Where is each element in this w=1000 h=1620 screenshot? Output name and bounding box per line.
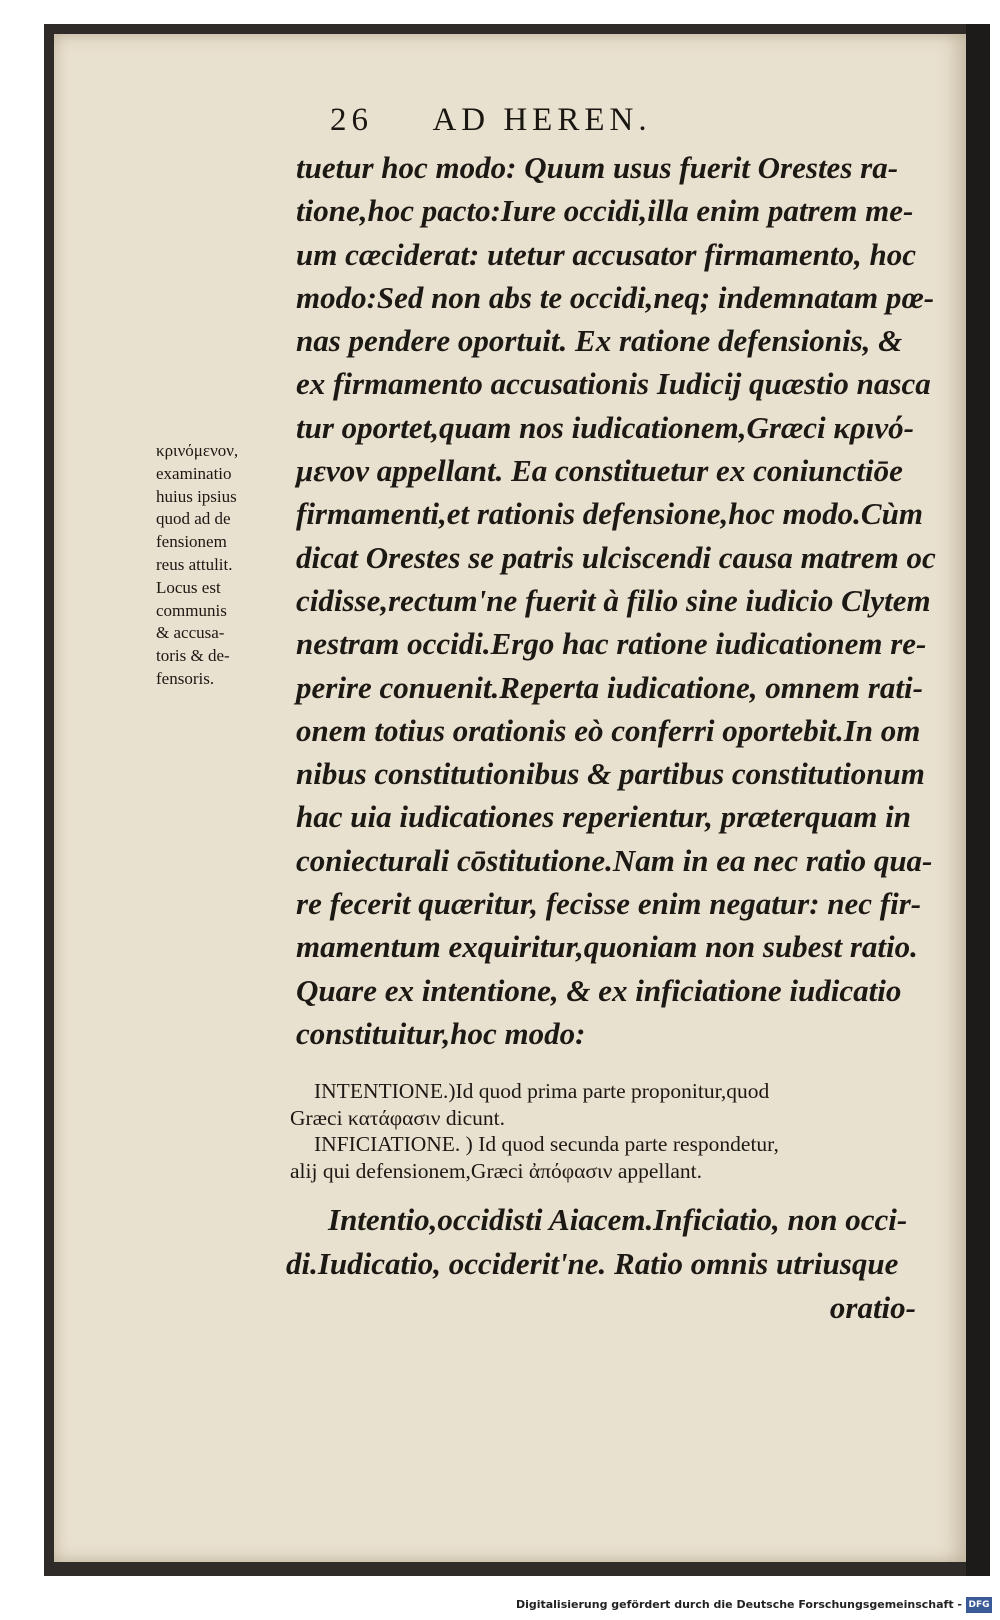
text-line: di.Iudicatio, occiderit'ne. Ratio omnis utriusque — [286, 1246, 899, 1281]
marginal-line: huius ipsius — [156, 486, 237, 506]
footer-bar — [0, 1596, 1000, 1620]
text-line: hac uia iudicationes reperientur, præterquam in — [296, 799, 911, 835]
marginal-line: κρινόμενον, — [156, 441, 239, 460]
text-line: μενον appellant. Ea constituetur ex coniunctiōe — [296, 453, 903, 489]
text-line: tione,hoc pacto:Iure occidi,illa enim patrem me- — [296, 193, 914, 229]
definitions-block — [290, 1078, 940, 1184]
text-line: re fecerit quæritur, fecisse enim negatur: nec fir- — [296, 886, 922, 922]
text-line: modo:Sed non abs te occidi,neq; indemnatam pœ- — [296, 279, 935, 315]
definition-line: alij qui defensionem,Græci ἀπόφασιν appellant. — [290, 1158, 703, 1183]
catchword: oratio- — [829, 1290, 916, 1325]
dfg-logo-icon: DFG — [966, 1597, 992, 1613]
text-line: dicat Orestes se patris ulciscendi causa matrem oc — [296, 539, 936, 575]
marginal-note — [156, 440, 292, 691]
marginal-line: reus attulit. — [156, 554, 233, 574]
text-line: coniecturali cōstitutione.Nam in ea nec ratio qua- — [296, 842, 933, 878]
text-line: tur oportet,quam nos iudicationem,Græci κρινό- — [296, 409, 914, 445]
text-line: nestram occidi.Ergo hac ratione iudicationem re- — [296, 626, 927, 662]
text-line: firmamenti,et rationis defensione,hoc modo.Cùm — [296, 496, 923, 532]
text-line: cidisse,rectum'ne fuerit à filio sine iudicio Clytem — [296, 582, 931, 618]
definition-line: Græci κατάφασιν dicunt. — [290, 1105, 505, 1130]
text-line: constituitur,hoc modo: — [296, 1015, 586, 1051]
text-line: nibus constitutionibus & partibus constitutionum — [296, 756, 925, 792]
text-line: um cæciderat: utetur accusator firmamento, hoc — [296, 236, 916, 272]
page-edge — [966, 24, 990, 1576]
text-line: mamentum exquiritur,quoniam non subest ratio. — [296, 929, 918, 965]
definition-line: INFICIATIONE. ) Id quod secunda parte respondetur, — [314, 1132, 779, 1156]
closing-text-block — [286, 1198, 948, 1330]
marginal-line: examinatio — [156, 463, 232, 483]
marginal-line: Locus est — [156, 577, 221, 597]
marginal-line: fensoris. — [156, 668, 215, 688]
marginal-line: & accusa- — [156, 623, 225, 643]
text-line: onem totius orationis eò conferri oportebit.In om — [296, 712, 921, 748]
text-line: perire conuenit.Reperta iudicatione, omnem rati- — [296, 669, 923, 705]
text-line: ex firmamento accusationis Iudicij quæstio nasca — [296, 366, 931, 402]
running-title: AD HEREN. — [432, 102, 652, 138]
text-line: nas pendere oportuit. Ex ratione defensionis, & — [296, 323, 903, 359]
definition-line: INTENTIONE.)Id quod prima parte proponitur,quod — [314, 1079, 770, 1103]
marginal-line: toris & de- — [156, 646, 230, 666]
text-line: tuetur hoc modo: Quum usus fuerit Orestes ra- — [296, 150, 899, 185]
marginal-line: fensionem — [156, 532, 227, 552]
text-line: Intentio,occidisti Aiacem.Inficiatio, non occi- — [328, 1202, 908, 1237]
page-number: 26 — [330, 102, 373, 138]
funding-credit: Digitalisierung gefördert durch die Deutsche Forschungsgemeinschaft - — [515, 1598, 962, 1611]
text-line: Quare ex intentione, & ex inficiatione iudicatio — [296, 972, 902, 1008]
running-head — [330, 102, 930, 148]
main-text-block — [296, 146, 938, 1055]
marginal-line: quod ad de — [156, 509, 231, 529]
marginal-line: communis — [156, 600, 227, 620]
